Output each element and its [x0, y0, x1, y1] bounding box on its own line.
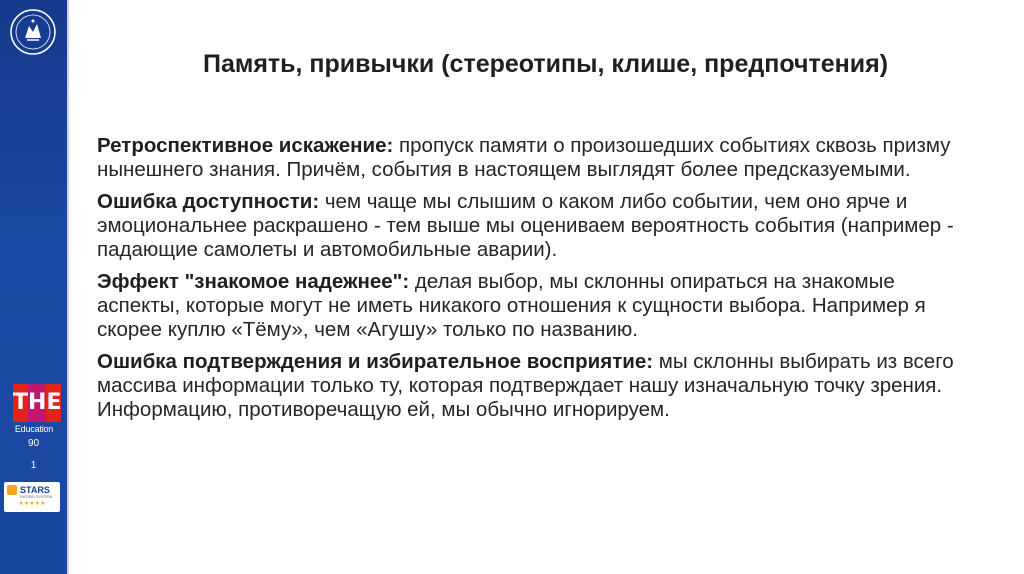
slide-body [97, 134, 967, 430]
stars-badge-icon [7, 485, 17, 495]
term-label: Ошибка подтверждения и избирательное восприятие: [97, 350, 654, 373]
paragraph-confirmation-bias [97, 350, 967, 422]
paragraph-availability-error [97, 190, 967, 262]
university-emblem-icon [9, 8, 57, 56]
sidebar-divider [67, 0, 69, 574]
slide-title: Память, привычки (стереотипы, клише, предпочтения) [202, 50, 889, 78]
term-label: Ошибка доступности: [97, 190, 320, 213]
star-rating-icons: ★★★★★ [18, 500, 46, 507]
stars-rating-badge [4, 482, 60, 512]
stars-subtitle: RATING SYSTEM [20, 494, 53, 499]
paragraph-familiarity-effect [97, 270, 967, 342]
term-description: мы склонны выбирать из всего массива информации только ту, которая подтверждает нашу изначальную точку зрения. Информацию, противоречащую ей, мы обычно игнорируем. [97, 350, 954, 421]
paragraph-retrospective-bias [97, 134, 967, 182]
term-label: Ретроспективное искажение: [97, 134, 394, 157]
the-letter-t: T [13, 384, 28, 422]
the-logo-caption: Education [14, 424, 54, 434]
ranking-number: 90 [27, 438, 40, 449]
the-education-logo [13, 384, 62, 434]
the-letter-e: E [46, 384, 61, 422]
ranking-number-secondary: 1 [30, 460, 37, 471]
left-sidebar [0, 0, 67, 574]
term-description: пропуск памяти о произошедших событиях сквозь призму нынешнего знания. Причём, события в настоящем выглядят более предсказуемыми. [97, 134, 951, 181]
term-description: чем чаще мы слышим о каком либо событии, чем оно ярче и эмоциональнее раскрашено - тем выше мы оцениваем вероятность события (например - падающие самолеты и автомобильные аварии). [97, 190, 954, 261]
term-label: Эффект "знакомое надежнее": [97, 270, 410, 293]
stars-word: STARS [20, 484, 50, 495]
term-description: делая выбор, мы склонны опираться на знакомые аспекты, которые могут не иметь никакого отношения к сущности выбора. Например я скорее куплю «Тёму», чем «Агушу» только по названию. [97, 270, 926, 341]
the-letter-h: H [28, 384, 46, 422]
